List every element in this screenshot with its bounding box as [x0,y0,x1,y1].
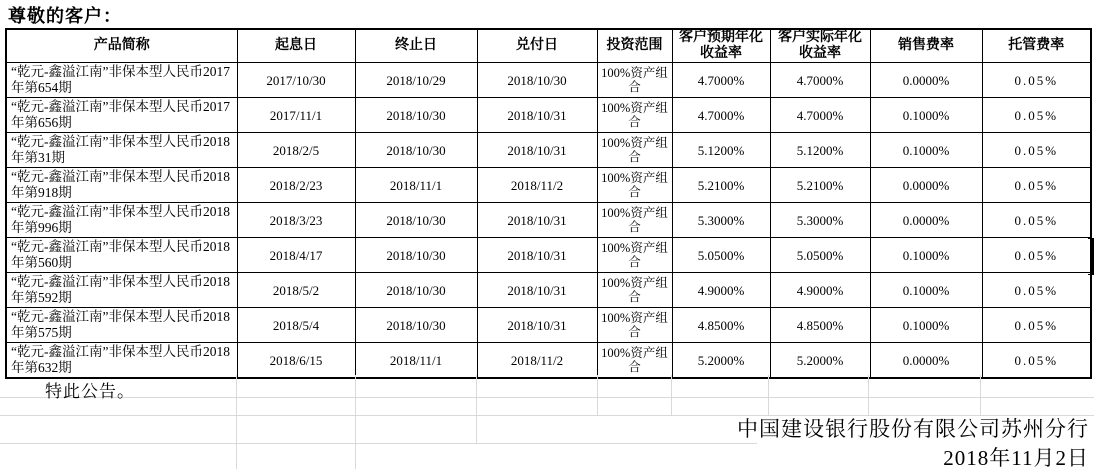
table-cell: “乾元-鑫溢江南”非保本型人民币2017年第654期 [6,63,237,98]
table-row [6,203,1091,238]
table-cell: 4.8500% [770,308,870,343]
table-cell: “乾元-鑫溢江南”非保本型人民币2018年第592期 [6,273,237,308]
table-cell: 0.1000% [870,238,982,273]
sheet-gridline [0,443,757,444]
closing-text: 特此公告。 [45,382,135,401]
table-cell: 2018/10/30 [355,133,477,168]
table-cell: “乾元-鑫溢江南”非保本型人民币2017年第656期 [6,98,237,133]
table-cell: 0.1000% [870,273,982,308]
table-cell: 5.2100% [672,168,770,203]
table-row [6,308,1091,343]
table-cell: 0.0000% [870,63,982,98]
table-cell: 2018/5/2 [237,273,355,308]
table-cell: 2018/5/4 [237,308,355,343]
column-header: 托管费率 [982,29,1091,63]
table-cell: 5.0500% [672,238,770,273]
table-cell: 2018/11/2 [477,168,597,203]
table-cell: 0.05% [982,63,1091,98]
table-cell: 2018/10/31 [477,238,597,273]
table-cell: 5.3000% [770,203,870,238]
table-cell: 2018/10/30 [355,308,477,343]
column-header: 客户预期年化收益率 [672,29,770,63]
announcement-table [5,28,1092,379]
table-cell: “乾元-鑫溢江南”非保本型人民币2018年第575期 [6,308,237,343]
table-cell: 2018/10/30 [355,203,477,238]
table-cell: 4.9000% [672,273,770,308]
greeting-text: 尊敬的客户： [8,6,122,26]
table-cell: “乾元-鑫溢江南”非保本型人民币2018年第560期 [6,238,237,273]
table-row [6,133,1091,168]
table-cell: “乾元-鑫溢江南”非保本型人民币2018年第31期 [6,133,237,168]
table-cell: “乾元-鑫溢江南”非保本型人民币2018年第632期 [6,343,237,379]
column-header: 产品简称 [6,29,237,63]
table-cell: 2018/2/5 [237,133,355,168]
table-cell: 2018/11/1 [355,343,477,379]
table-cell: 4.7000% [672,98,770,133]
table-cell: “乾元-鑫溢江南”非保本型人民币2018年第918期 [6,168,237,203]
table-cell: 100%资产组合 [597,238,672,273]
table-cell: 0.05% [982,308,1091,343]
table-cell: 0.05% [982,343,1091,379]
sheet-gridline [868,375,869,415]
table-cell: 2018/11/2 [477,343,597,379]
table-cell: 2018/10/30 [355,238,477,273]
table-cell: 0.0000% [870,168,982,203]
table-cell: 2017/10/30 [237,63,355,98]
table-cell: 2018/10/31 [477,98,597,133]
column-header: 终止日 [355,29,477,63]
table-cell: 100%资产组合 [597,343,672,379]
table-cell: 2018/10/30 [477,63,597,98]
table-cell: 2018/10/31 [477,308,597,343]
table-cell: 0.05% [982,133,1091,168]
sheet-gridline [980,375,981,415]
column-header: 起息日 [237,29,355,63]
table-cell: 2018/10/31 [477,133,597,168]
table-cell: 100%资产组合 [597,308,672,343]
table-cell: 5.3000% [672,203,770,238]
table-cell: 4.7000% [770,63,870,98]
table-cell: 0.05% [982,168,1091,203]
table-cell: 2018/10/30 [355,273,477,308]
table-cell: “乾元-鑫溢江南”非保本型人民币2018年第996期 [6,203,237,238]
table-cell: 5.0500% [770,238,870,273]
column-header: 客户实际年化收益率 [770,29,870,63]
table-cell: 100%资产组合 [597,203,672,238]
column-header: 兑付日 [477,29,597,63]
table-cell: 5.1200% [672,133,770,168]
table-cell: 100%资产组合 [597,168,672,203]
table-cell: 100%资产组合 [597,133,672,168]
header-row [6,29,1091,63]
table-cell: 0.1000% [870,98,982,133]
table-row [6,63,1091,98]
table-cell: 0.0000% [870,203,982,238]
table-cell: 4.7000% [672,63,770,98]
table-cell: 5.2000% [672,343,770,379]
table-cell: 2018/2/23 [237,168,355,203]
table-cell: 2017/11/1 [237,98,355,133]
bank-signature: 中国建设银行股份有限公司苏州分行 [737,417,1089,441]
table-cell: 100%资产组合 [597,273,672,308]
sheet-gridline [597,375,598,415]
selection-border [1088,238,1094,275]
column-header: 投资范围 [597,29,672,63]
table-cell: 0.1000% [870,308,982,343]
table-cell: 0.05% [982,273,1091,308]
table-row [6,98,1091,133]
table-cell: 4.7000% [770,98,870,133]
announcement-date: 2018年11月2日 [943,446,1089,469]
table-cell: 5.2100% [770,168,870,203]
sheet-gridline [0,397,1094,398]
sheet-gridline [671,375,672,415]
sheet-gridline [236,375,237,469]
sheet-gridline [476,375,477,443]
table-cell: 0.05% [982,238,1091,273]
table-row [6,238,1091,273]
table-cell: 2018/10/29 [355,63,477,98]
table-cell: 0.1000% [870,133,982,168]
table-cell: 100%资产组合 [597,63,672,98]
table-cell: 0.05% [982,203,1091,238]
sheet-gridline [355,375,356,469]
table-cell: 2018/11/1 [355,168,477,203]
table-cell: 4.9000% [770,273,870,308]
table-cell: 2018/6/15 [237,343,355,379]
column-header: 销售费率 [870,29,982,63]
table-cell: 0.0000% [870,343,982,379]
table-row [6,168,1091,203]
table-cell: 5.2000% [770,343,870,379]
table-row [6,273,1091,308]
table-row [6,343,1091,379]
table-cell: 100%资产组合 [597,98,672,133]
table-cell: 2018/3/23 [237,203,355,238]
table-cell: 5.1200% [770,133,870,168]
table-cell: 2018/10/31 [477,273,597,308]
table-cell: 2018/10/31 [477,203,597,238]
table-cell: 0.05% [982,98,1091,133]
table-cell: 2018/4/17 [237,238,355,273]
sheet-gridline [768,375,769,415]
table-cell: 4.8500% [672,308,770,343]
table-cell: 2018/10/30 [355,98,477,133]
